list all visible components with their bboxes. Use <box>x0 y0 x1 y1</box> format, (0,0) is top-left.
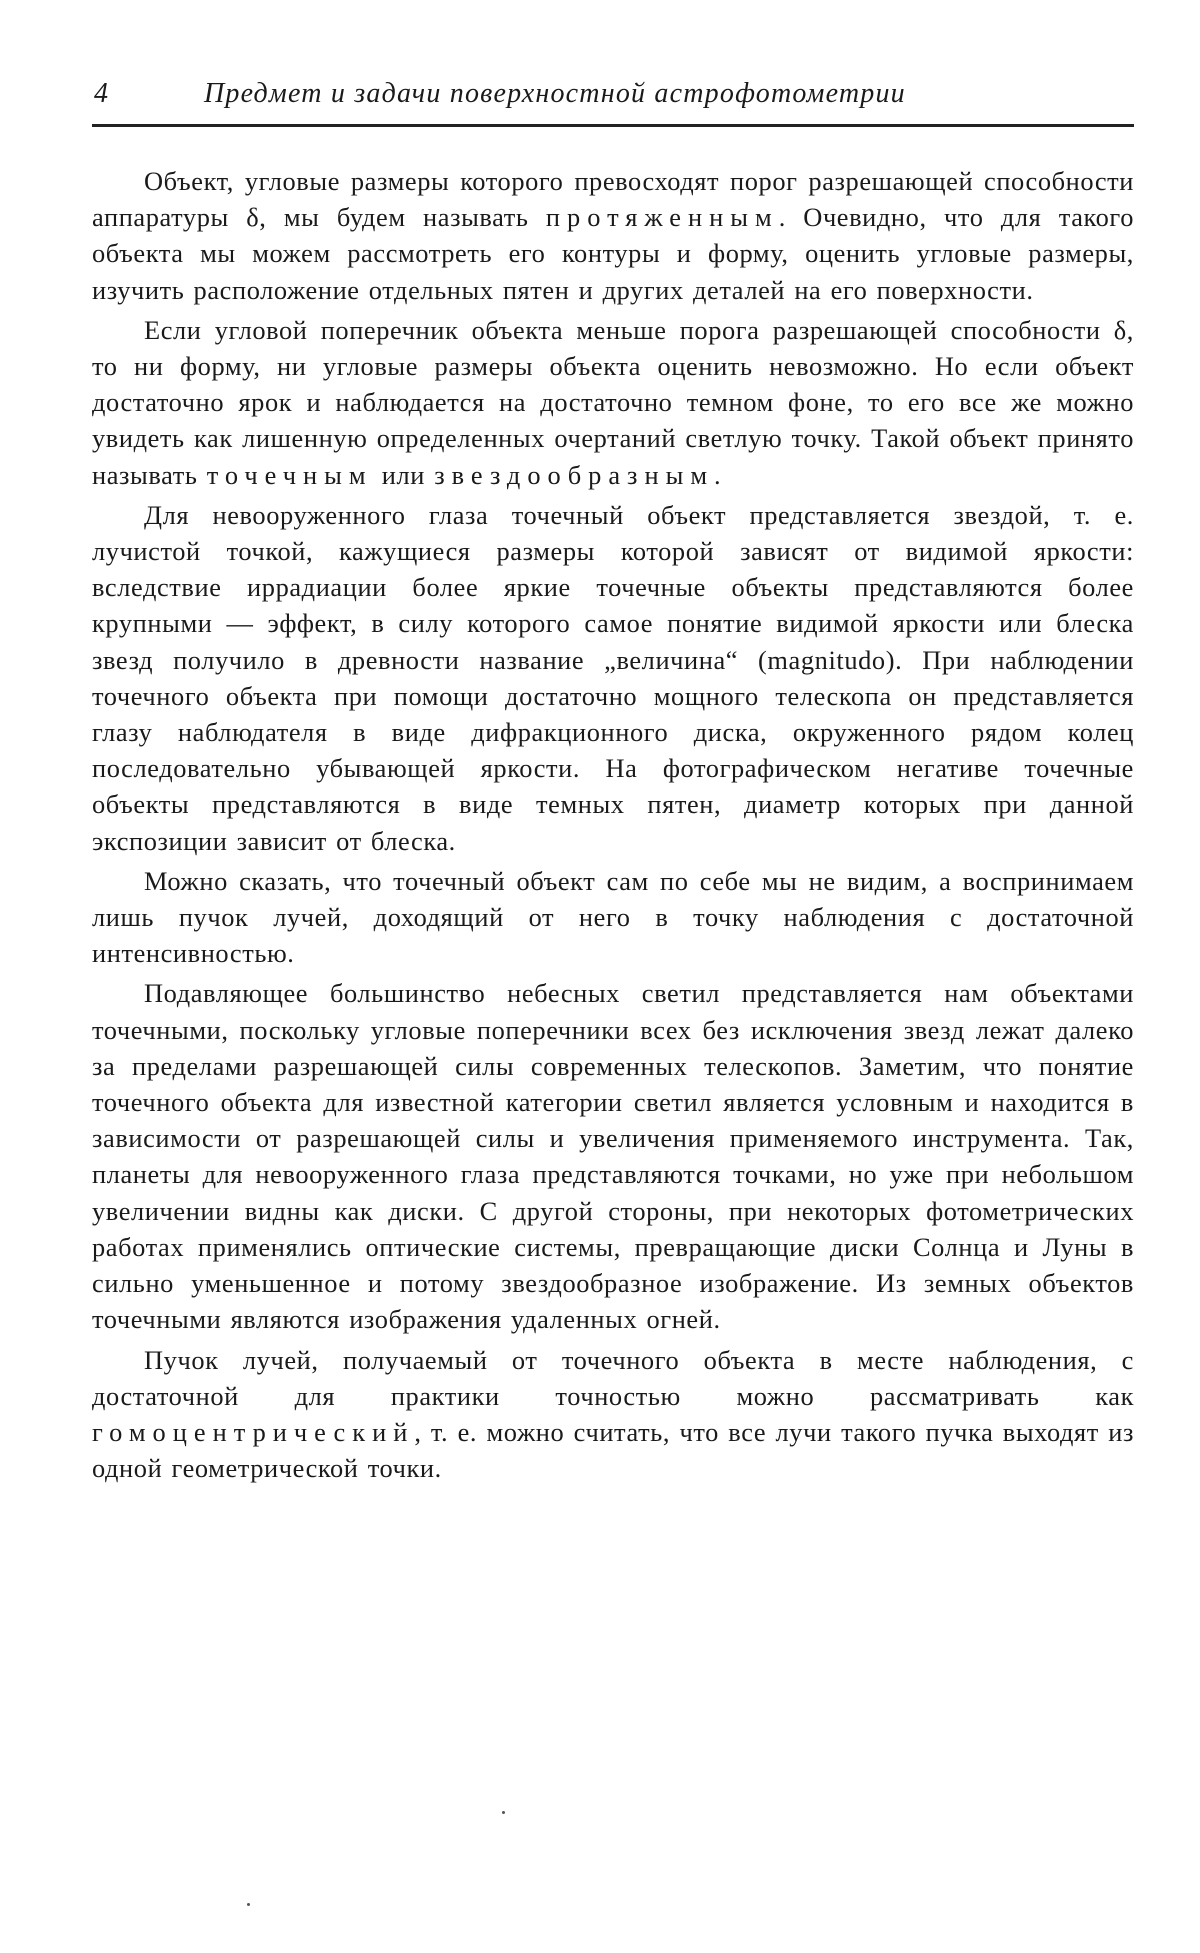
paragraph-text: , т. е. можно считать, что все лучи такого пучка выходят из одной геометрической точки. <box>92 1416 1134 1484</box>
print-speck <box>502 1811 505 1814</box>
running-title: Предмет и задачи поверхностной астрофотометрии <box>204 78 906 109</box>
page-number: 4 <box>94 78 108 109</box>
paragraph-text: Пучок лучей, получаемый от точечного объекта в месте наблюдения, с достаточной для практики точностью можно рассматривать как <box>92 1344 1134 1411</box>
paragraph-6 <box>92 1342 1134 1487</box>
spaced-term: точечным <box>206 459 373 490</box>
paragraph-text: Если угловой поперечник объекта меньше порога разрешающей способности δ, то ни форму, ни угловые размеры объекта оценить невозможно. Но если объект достаточно ярок и наблюдается на достаточно темном фоне, то его все же можно увидеть как лишенную определенных очертаний светлую точку. Такой объект принято называть <box>92 314 1134 490</box>
paragraph-text: Объект, угловые размеры которого превосходят порог разрешающей способности аппаратуры δ, мы будем называть <box>92 166 1134 233</box>
paragraph-text: или <box>372 459 435 490</box>
paragraph-1 <box>92 163 1134 308</box>
spaced-term: протяженным <box>545 202 779 233</box>
spaced-term: гомоцентрический <box>92 1416 415 1447</box>
paragraph-text: . Очевидно, что для такого объекта мы можем рассмотреть его контуры и форму, оценить угловые размеры, изучить расположение отдельных пятен и других деталей на его поверхности. <box>92 202 1134 305</box>
paragraph-4: Можно сказать, что точечный объект сам по себе мы не видим, а воспринимаем лишь пучок лучей, доходящий от него в точку наблюдения с достаточной интенсивностью. <box>92 865 1134 969</box>
running-head <box>92 78 1134 127</box>
paragraph-3: Для невооруженного глаза точечный объект представляется звездой, т. е. лучистой точкой, кажущиеся размеры которой зависят от видимой яркости: вследствие иррадиации более яркие точечные объекты представляются более крупными — эффект, в силу которого самое понятие видимой яркости или блеска звезд получило в древности название „величина“ (magnitudo). При наблюдении точечного объекта при помощи достаточно мощного телескопа он представляется глазу наблюдателя в виде дифракционного диска, окруженного рядом колец последовательно убывающей яркости. На фотографическом негативе точечные объекты представляются в виде темных пятен, диаметр которых при данной экспозиции зависит от блеска. <box>92 499 1134 856</box>
paragraph-2 <box>92 312 1134 493</box>
paragraph-5: Подавляющее большинство небесных светил представляется нам объектами точечными, поскольку угловые поперечники всех без исключения звезд лежат далеко за пределами разрешающей силы современных телескопов. Заметим, что понятие точечного объекта для известной категории светил является условным и находится в зависимости от разрешающей силы и увеличения применяемого инструмента. Так, планеты для невооруженного глаза представляются точками, но уже при небольшом увеличении видны как диски. С другой стороны, при некоторых фотометрических работах применялись оптические системы, превращающие диски Солнца и Луны в сильно уменьшенное и потому звездообразное изображение. Из земных объектов точечными являются изображения удаленных огней. <box>92 978 1134 1335</box>
paragraph-text: . <box>714 459 722 490</box>
body-text <box>92 163 1134 1486</box>
book-page <box>92 78 1134 1490</box>
spaced-term: звездообразным <box>434 459 715 490</box>
print-speck <box>247 1903 250 1906</box>
